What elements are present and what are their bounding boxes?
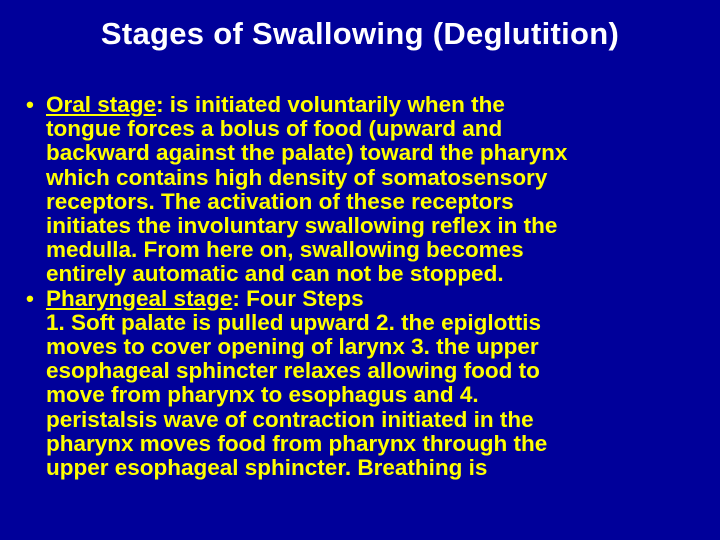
bullet-oral-stage	[26, 93, 706, 287]
bullet-pharyngeal-stage	[26, 287, 706, 311]
text-line: initiates the involuntary swallowing reflex in the	[46, 213, 558, 239]
text-line: entirely automatic and can not be stopped.	[46, 261, 504, 287]
text-line: move from pharynx to esophagus and 4.	[46, 382, 479, 408]
bullet-marker: •	[26, 285, 34, 311]
bullet-content	[46, 93, 706, 287]
text-line: Pharyngeal stage: Four Steps	[46, 285, 364, 311]
term-oral-stage: Oral stage	[46, 92, 157, 117]
text-line: moves to cover opening of larynx 3. the upper	[46, 334, 539, 360]
text-line: esophageal sphincter relaxes allowing food to	[46, 358, 540, 384]
text-line: receptors. The activation of these receptors	[46, 188, 514, 214]
text-line: Oral stage: is initiated voluntarily when the	[46, 92, 505, 117]
slide-title: Stages of Swallowing (Deglutition)	[100, 16, 620, 51]
text-line: peristalsis wave of contraction initiated in the	[46, 406, 534, 432]
text-line: upper esophageal sphincter. Breathing is	[46, 455, 488, 481]
text-line: tongue forces a bolus of food (upward and	[46, 116, 503, 142]
text-line: backward against the palate) toward the pharynx	[46, 140, 568, 166]
pharyngeal-steps	[26, 311, 706, 480]
term-pharyngeal-stage: Pharyngeal stage	[46, 285, 233, 311]
bullet-content	[46, 287, 706, 311]
slide-body	[26, 93, 706, 480]
bullet-marker: •	[26, 92, 34, 117]
text-line: 1. Soft palate is pulled upward 2. the epiglottis	[46, 309, 542, 335]
text-line: which contains high density of somatosensory	[46, 164, 548, 190]
text-line: pharynx moves food from pharynx through the	[46, 430, 548, 456]
text-line: medulla. From here on, swallowing becomes	[46, 237, 524, 263]
